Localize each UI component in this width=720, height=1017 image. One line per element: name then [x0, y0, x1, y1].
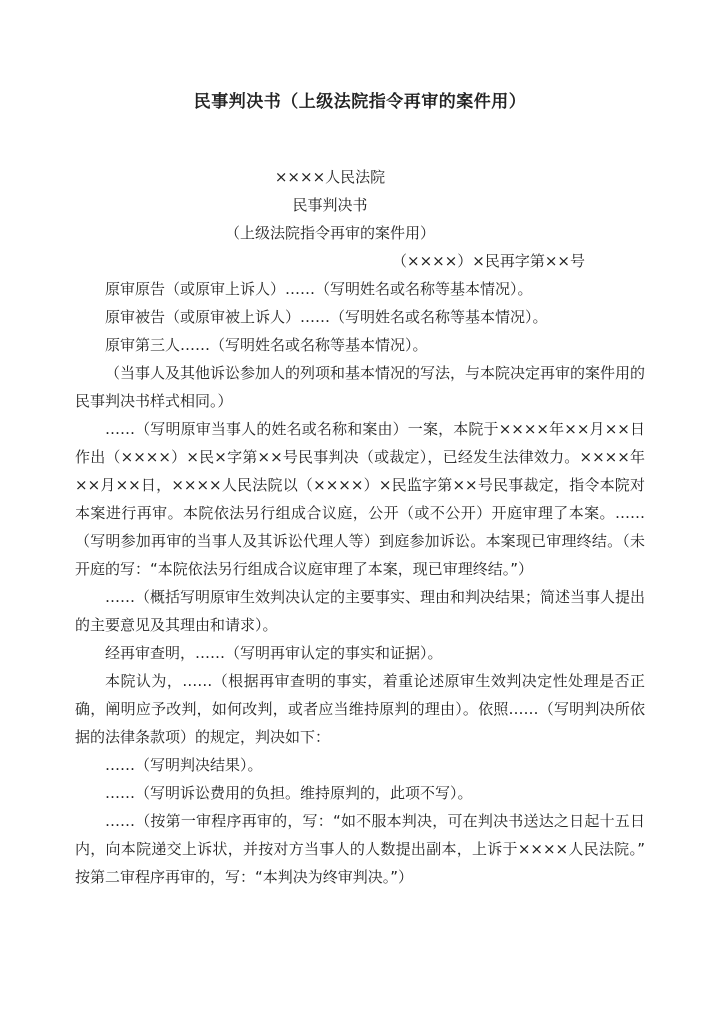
case-number: （××××）×民再字第××号	[392, 252, 585, 270]
paragraph-appeal-rights: ……（按第一审程序再审的，写：“如不服本判决，可在判决书送达之日起十五日内，向本院递交上诉状，并按对方当事人的人数提出副本，上诉于××××人民法院。”按第二审程序再审的，写：“本判决为终审判决。”）	[75, 812, 645, 886]
paragraph-litigation-costs: ……（写明诉讼费用的负担。维持原判的，此项不写）。	[105, 784, 473, 802]
document-body	[0, 88, 720, 891]
usage-note: （上级法院指令再审的案件用）	[224, 224, 435, 242]
paragraph-case-history: ……（写明原审当事人的姓名或名称和案由）一案，本院于××××年××月××日作出（××××）×民×字第××号民事判决（或裁定），已经发生法律效力。××××年××月××日，××××人民法院以（××××）×民监字第××号民事裁定，指令本院对本案进行再审。本院依法另行组成合议庭，公开（或不公开）开庭审理了本案。……（写明参加再审的当事人及其诉讼代理人等）到庭参加诉讼。本案现已审理终结。（未开庭的写：“本院依法另行组成合议庭审理了本案，现已审理终结。”）	[75, 420, 645, 578]
document-type: 民事判决书	[292, 196, 368, 214]
page-title: 民事判决书（上级法院指令再审的案件用）	[193, 92, 527, 112]
paragraph-list	[75, 275, 645, 891]
paragraph-defendant: 原审被告（或原审被上诉人）……（写明姓名或名称等基本情况）。	[105, 308, 548, 326]
paragraph-original-findings: ……（概括写明原审生效判决认定的主要事实、理由和判决结果；简述当事人提出的主要意见及其理由和请求）。	[75, 588, 646, 634]
paragraph-plaintiff: 原审原告（或原审上诉人）……（写明姓名或名称等基本情况）。	[105, 280, 533, 298]
paragraph-third-party: 原审第三人……（写明姓名或名称等基本情况）。	[105, 336, 428, 354]
paragraph-judgment-result: ……（写明判决结果）。	[105, 756, 263, 774]
paragraph-court-opinion: 本院认为，……（根据再审查明的事实，着重论述原审生效判决定性处理是否正确，阐明应予改判，如何改判，或者应当维持原判的理由）。依照……（写明判决所依据的法律条款项）的规定，判决如下：	[75, 672, 645, 746]
paragraph-retrial-findings: 经再审查明，……（写明再审认定的事实和证据）。	[105, 644, 443, 662]
court-name: ××××人民法院	[274, 168, 386, 186]
paragraph-parties-note: （当事人及其他诉讼参加人的列项和基本情况的写法，与本院决定再审的案件用的民事判决书样式相同。）	[75, 364, 646, 410]
document-header	[75, 163, 645, 275]
